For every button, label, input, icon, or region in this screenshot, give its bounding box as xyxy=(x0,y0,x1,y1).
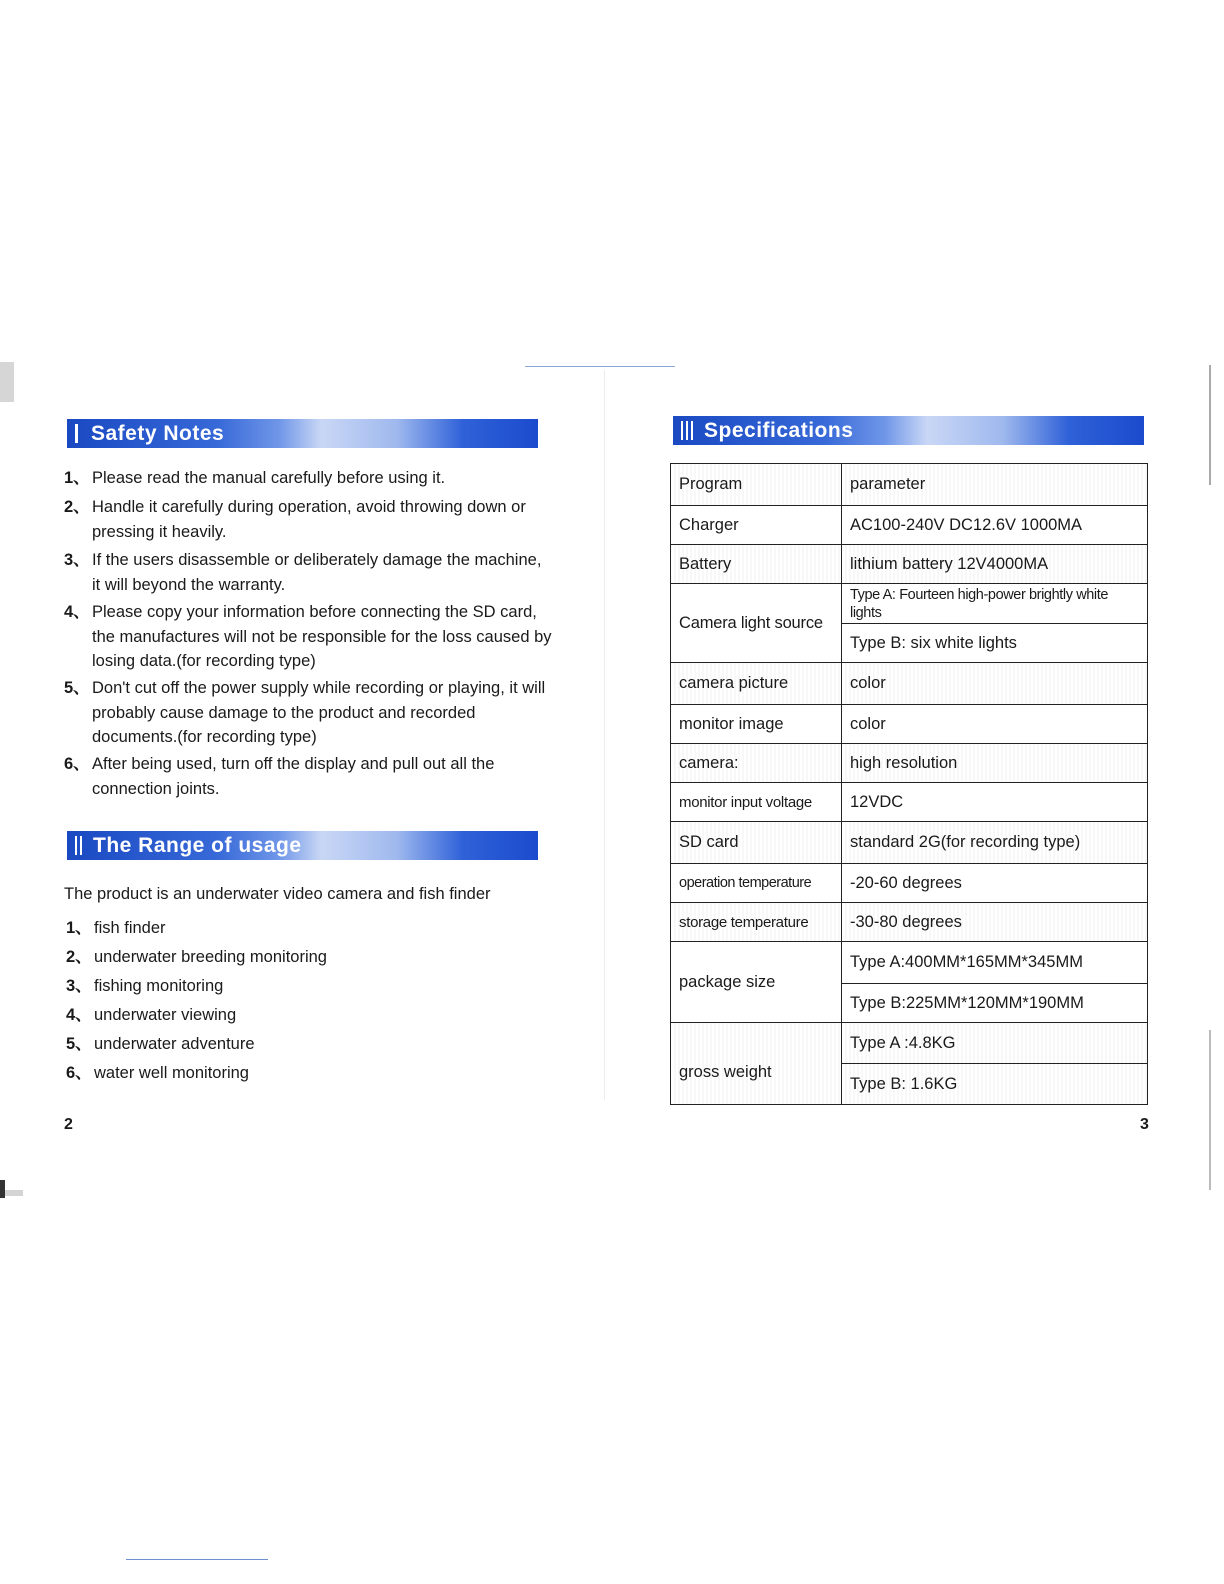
table-row xyxy=(671,545,1148,584)
table-row xyxy=(671,663,1148,705)
scan-edge-mark-left-bottom-tail xyxy=(5,1190,23,1196)
usage-text: water well monitoring xyxy=(94,1064,249,1082)
bottom-rule xyxy=(126,1559,268,1560)
specifications-table xyxy=(670,463,1148,1105)
safety-note-1 xyxy=(64,466,554,491)
spec-label: gross weight xyxy=(671,1023,842,1105)
usage-text: fish finder xyxy=(94,919,166,937)
scan-edge-mark-right-bottom xyxy=(1209,1030,1211,1190)
top-center-rule xyxy=(525,366,675,367)
spec-value: -20-60 degrees xyxy=(842,864,1148,903)
spec-value: high resolution xyxy=(842,744,1148,783)
spec-value: AC100-240V DC12.6V 1000MA xyxy=(842,506,1148,545)
spec-value-type-a: Type A:400MM*165MM*345MM xyxy=(842,942,1148,984)
table-row xyxy=(671,903,1148,942)
usage-item-1 xyxy=(66,914,166,938)
safety-note-4 xyxy=(64,600,554,674)
spec-label: Charger xyxy=(671,506,842,545)
spec-value-type-a: Type A :4.8KG xyxy=(842,1023,1148,1064)
spec-label: monitor image xyxy=(671,705,842,744)
range-of-usage-title: The Range of usage xyxy=(93,834,302,857)
usage-text: underwater adventure xyxy=(94,1035,255,1053)
spec-value-type-b: Type B:225MM*120MM*190MM xyxy=(842,984,1148,1023)
usage-number: 3、 xyxy=(66,977,92,995)
spec-label: Camera light source xyxy=(671,584,842,663)
safety-note-5 xyxy=(64,676,554,750)
table-row xyxy=(671,942,1148,984)
spec-value: color xyxy=(842,663,1148,705)
table-row xyxy=(671,783,1148,822)
range-of-usage-banner xyxy=(67,831,538,860)
page-number-left: 2 xyxy=(64,1116,73,1133)
parameter-header: parameter xyxy=(842,464,1148,506)
spec-value-type-b: Type B: six white lights xyxy=(842,624,1148,663)
safety-note-3 xyxy=(64,548,554,597)
note-number: 2、 xyxy=(64,498,90,516)
safety-note-6 xyxy=(64,752,554,801)
note-text: If the users disassemble or deliberately damage the machine, it will beyond the warranty. xyxy=(92,551,542,594)
usage-intro: The product is an underwater video camera and fish finder xyxy=(64,885,491,903)
page-gutter xyxy=(604,370,605,1100)
spec-value-type-a: Type A: Fourteen high-power brightly white lights xyxy=(842,584,1148,624)
note-number: 5、 xyxy=(64,679,90,697)
usage-item-6 xyxy=(66,1059,249,1083)
spec-label: monitor input voltage xyxy=(671,783,842,822)
safety-notes-title: Safety Notes xyxy=(91,422,225,445)
specifications-banner xyxy=(673,416,1144,445)
table-row xyxy=(671,584,1148,624)
spec-label: operation temperature xyxy=(671,864,842,903)
note-text: Please copy your information before connecting the SD card, the manufactures will not be responsible for the loss caused by losing data.(for recording type) xyxy=(92,603,552,670)
spec-value-type-b: Type B: 1.6KG xyxy=(842,1064,1148,1105)
usage-number: 5、 xyxy=(66,1035,92,1053)
roman-three-icon xyxy=(681,419,696,448)
roman-two-icon xyxy=(75,834,85,863)
program-header: Program xyxy=(671,464,842,506)
spec-label: Battery xyxy=(671,545,842,584)
usage-text: underwater viewing xyxy=(94,1006,237,1024)
spec-value: standard 2G(for recording type) xyxy=(842,822,1148,864)
note-text: Don't cut off the power supply while recording or playing, it will probably cause damage to the product and recorded documents.(for recording type) xyxy=(92,679,546,746)
note-number: 4、 xyxy=(64,603,90,621)
spec-label: storage temperature xyxy=(671,903,842,942)
note-text: Handle it carefully during operation, avoid throwing down or pressing it heavily. xyxy=(92,498,526,541)
table-row xyxy=(671,705,1148,744)
usage-text: fishing monitoring xyxy=(94,977,224,995)
usage-item-5 xyxy=(66,1030,255,1054)
safety-notes-banner xyxy=(67,419,538,448)
table-row xyxy=(671,822,1148,864)
table-row xyxy=(671,1023,1148,1064)
page-number-right: 3 xyxy=(1140,1116,1149,1133)
spec-value: -30-80 degrees xyxy=(842,903,1148,942)
scan-edge-mark-left xyxy=(0,362,14,402)
specifications-title: Specifications xyxy=(704,419,854,442)
note-text: After being used, turn off the display and pull out all the connection joints. xyxy=(92,755,495,798)
spec-label: package size xyxy=(671,942,842,1023)
spec-label: SD card xyxy=(671,822,842,864)
spec-label: camera: xyxy=(671,744,842,783)
usage-item-3 xyxy=(66,972,223,996)
note-number: 3、 xyxy=(64,551,90,569)
usage-item-4 xyxy=(66,1001,236,1025)
table-row xyxy=(671,864,1148,903)
table-row xyxy=(671,464,1148,506)
usage-number: 6、 xyxy=(66,1064,92,1082)
table-row xyxy=(671,744,1148,783)
roman-one-icon xyxy=(75,424,78,443)
spec-value: color xyxy=(842,705,1148,744)
scan-edge-mark-right xyxy=(1209,365,1211,485)
note-text: Please read the manual carefully before using it. xyxy=(92,469,446,487)
spec-value: 12VDC xyxy=(842,783,1148,822)
usage-number: 2、 xyxy=(66,948,92,966)
usage-text: underwater breeding monitoring xyxy=(94,948,327,966)
spec-label: camera picture xyxy=(671,663,842,705)
note-number: 1、 xyxy=(64,469,90,487)
usage-item-2 xyxy=(66,943,327,967)
table-row xyxy=(671,506,1148,545)
safety-note-2 xyxy=(64,495,554,544)
note-number: 6、 xyxy=(64,755,90,773)
spec-value: lithium battery 12V4000MA xyxy=(842,545,1148,584)
usage-number: 4、 xyxy=(66,1006,92,1024)
usage-number: 1、 xyxy=(66,919,92,937)
